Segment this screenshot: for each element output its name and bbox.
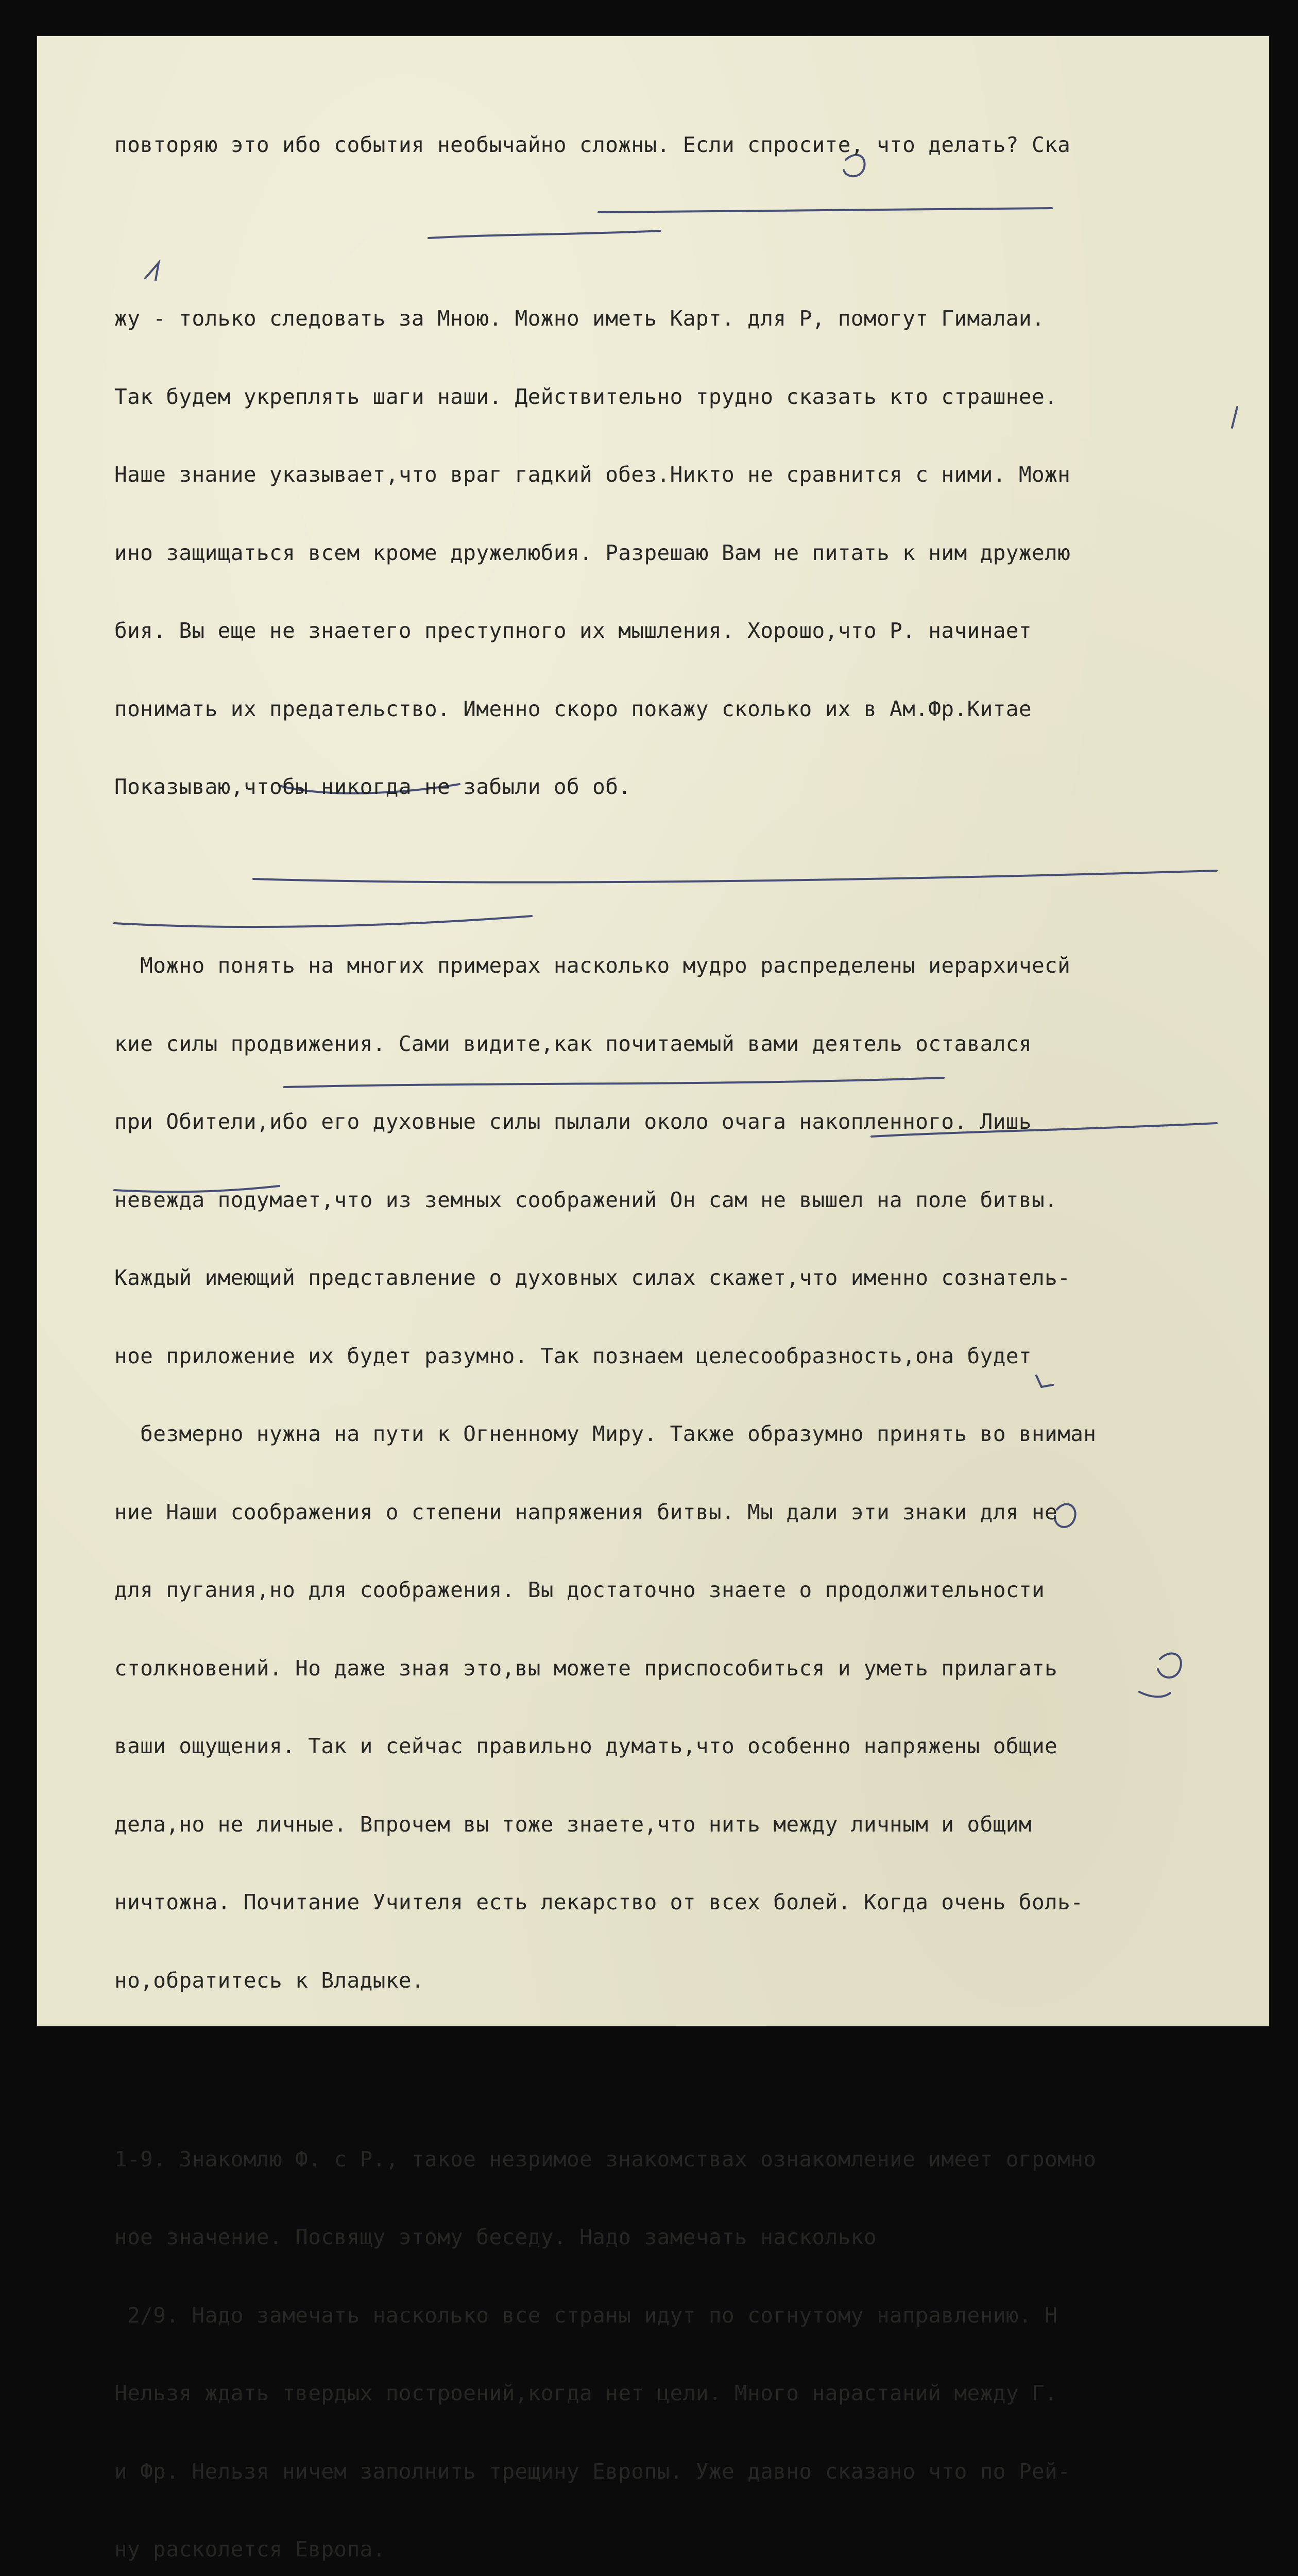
text-line: при Обители,ибо его духовные силы пылали около очага накопленного. Лишь: [114, 1109, 1032, 1134]
document-body: [114, 80, 1263, 2576]
text-line: бия. Вы еще не знаетего преступного их мышления. Хорошо,что Р. начинает: [114, 618, 1032, 643]
text-line: Наше знание указывает,что враг гадкий обез.Никто не сравнится с ними. Можн: [114, 462, 1071, 487]
text-line: ино защищаться всем кроме дружелюбия. Разрешаю Вам не питать к ним дружелю: [114, 540, 1071, 565]
text-line: дела,но не личные. Впрочем вы тоже знаете,что нить между личным и общим: [114, 1811, 1032, 1837]
text-line: 1-9. Знакомлю Ф. с Р., такое незримое знакомствах ознакомление имеет огромно: [114, 2146, 1097, 2172]
text-line: и Фр. Нельзя ничем заполнить трещину Европы. Уже давно сказано что по Рей-: [114, 2459, 1071, 2484]
text-line: Нельзя ждать твердых построений,когда нет цели. Много нарастаний между Г.: [114, 2381, 1058, 2405]
text-line: но,обратитесь к Владыке.: [114, 1968, 425, 1993]
text-line: невежда подумает,что из земных соображений Он сам не вышел на поле битвы.: [114, 1187, 1058, 1212]
text-line: столкновений. Но даже зная это,вы можете приспособиться и уметь прилагать: [114, 1655, 1058, 1681]
text-line: ное значение. Посвящу этому беседу. Надо замечать насколько: [114, 2225, 877, 2249]
text-line: понимать их предательство. Именно скоро покажу сколько их в Ам.Фр.Китае: [114, 696, 1032, 721]
text-line: Можно понять на многих примерах насколько мудро распределены иерархичесй: [114, 953, 1071, 978]
text-line: 2/9. Надо замечать насколько все страны идут по согнутому направлению. Н: [114, 2302, 1058, 2328]
typewritten-page: [37, 36, 1269, 2562]
text-line: безмерно нужна на пути к Огненному Миру. Также образумно принять во вниман: [114, 1421, 1097, 1446]
text-line: Каждый имеющий представление о духовных силах скажет,что именно сознатель-: [114, 1265, 1071, 1290]
text-line: для пугания,но для соображения. Вы достаточно знаете о продолжительности: [114, 1578, 1045, 1602]
text-line: ничтожна. Почитание Учителя есть лекарство от всех болей. Когда очень боль-: [114, 1890, 1084, 1914]
text-line: ну расколется Европа.: [114, 2537, 386, 2562]
text-line: повторяю это ибо события необычайно сложны. Если спросите, что делать? Ска: [114, 132, 1071, 157]
text-line: жу - только следовать за Мною. Можно иметь Карт. для Р, помогут Гималаи.: [114, 306, 1045, 331]
text-line: Показываю,чтобы никогда не забыли об об.: [114, 774, 631, 799]
text-line: кие силы продвижения. Сами видите,как почитаемый вами деятель оставался: [114, 1031, 1032, 1056]
text-line: ние Наши соображения о степени напряжения битвы. Мы дали эти знаки для не: [114, 1499, 1058, 1524]
text-line: ное приложение их будет разумно. Так познаем целесообразность,она будет: [114, 1343, 1032, 1368]
text-line: Так будем укреплять шаги наши. Действительно трудно сказать кто страшнее.: [114, 384, 1058, 409]
text-line: ваши ощущения. Так и сейчас правильно думать,что особенно напряжены общие: [114, 1734, 1058, 1758]
